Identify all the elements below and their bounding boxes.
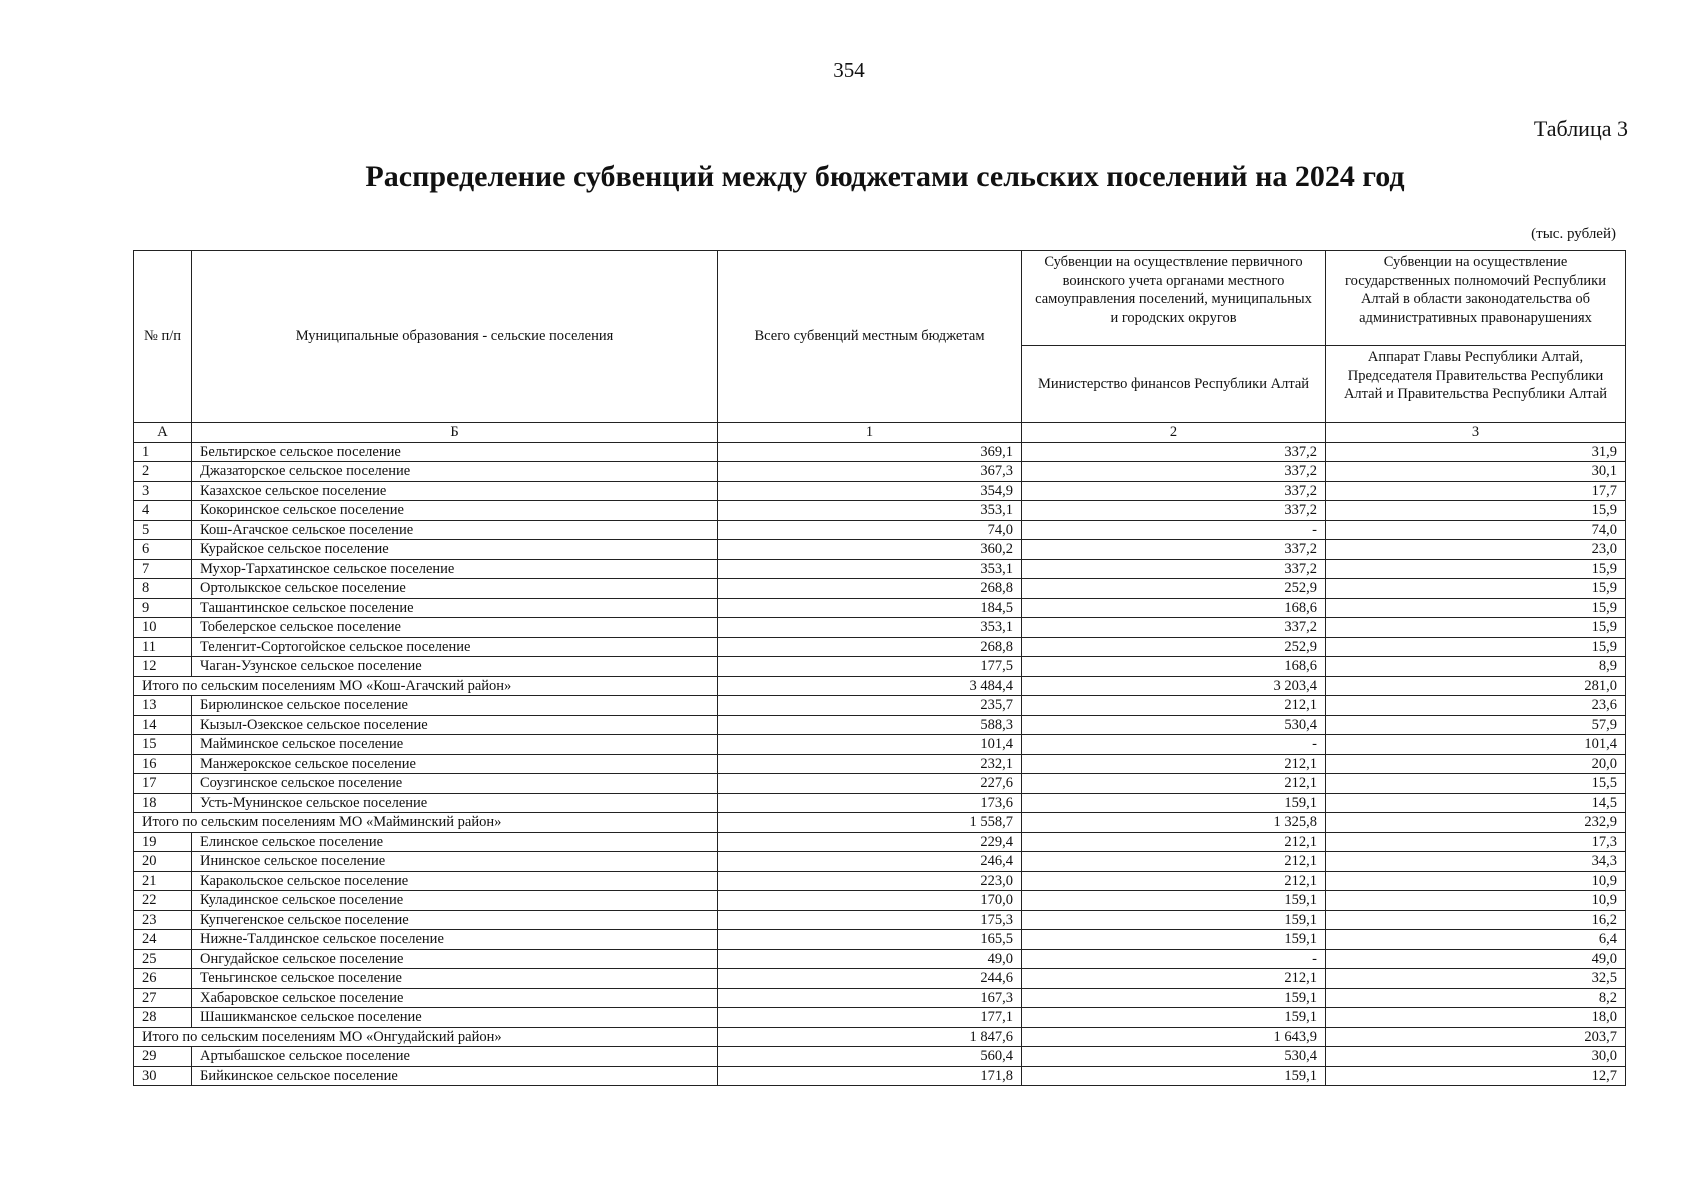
table-row	[134, 462, 1626, 482]
settlement-name: Усть-Мунинское сельское поселение	[192, 793, 718, 813]
total-value: 1 847,6	[718, 1027, 1022, 1047]
total-value: 353,1	[718, 501, 1022, 521]
table-row	[134, 657, 1626, 677]
admin-value: 15,9	[1326, 501, 1626, 521]
row-number: 3	[134, 481, 192, 501]
military-value: 159,1	[1022, 1066, 1326, 1086]
units-label: (тыс. рублей)	[1531, 226, 1616, 242]
row-number: 6	[134, 540, 192, 560]
row-number: 28	[134, 1008, 192, 1028]
total-value: 232,1	[718, 754, 1022, 774]
total-value: 223,0	[718, 871, 1022, 891]
column-letter: А	[134, 423, 192, 443]
table-row	[134, 754, 1626, 774]
table-row	[134, 852, 1626, 872]
total-value: 367,3	[718, 462, 1022, 482]
subtotal-label: Итого по сельским поселениям МО «Кош-Агачский район»	[134, 676, 718, 696]
admin-value: 232,9	[1326, 813, 1626, 833]
admin-value: 8,9	[1326, 657, 1626, 677]
total-value: 49,0	[718, 949, 1022, 969]
total-value: 268,8	[718, 637, 1022, 657]
settlement-name: Онгудайское сельское поселение	[192, 949, 718, 969]
row-number: 19	[134, 832, 192, 852]
admin-value: 32,5	[1326, 969, 1626, 989]
admin-value: 8,2	[1326, 988, 1626, 1008]
military-value: 212,1	[1022, 871, 1326, 891]
admin-value: 49,0	[1326, 949, 1626, 969]
table-row	[134, 1066, 1626, 1086]
table-row	[134, 715, 1626, 735]
military-value: 212,1	[1022, 774, 1326, 794]
settlement-name: Кызыл-Озекское сельское поселение	[192, 715, 718, 735]
military-value: 159,1	[1022, 1008, 1326, 1028]
table-row	[134, 442, 1626, 462]
row-number: 26	[134, 969, 192, 989]
total-value: 227,6	[718, 774, 1022, 794]
column-letter: 3	[1326, 423, 1626, 443]
row-number: 5	[134, 520, 192, 540]
military-value: 1 325,8	[1022, 813, 1326, 833]
row-number: 21	[134, 871, 192, 891]
admin-value: 10,9	[1326, 891, 1626, 911]
row-number: 17	[134, 774, 192, 794]
military-value: 159,1	[1022, 930, 1326, 950]
row-number: 10	[134, 618, 192, 638]
military-value: 337,2	[1022, 559, 1326, 579]
military-value: 212,1	[1022, 696, 1326, 716]
row-number: 12	[134, 657, 192, 677]
settlement-name: Теньгинское сельское поселение	[192, 969, 718, 989]
military-value: 159,1	[1022, 891, 1326, 911]
row-number: 22	[134, 891, 192, 911]
settlement-name: Артыбашское сельское поселение	[192, 1047, 718, 1067]
header-military: Субвенции на осуществление первичного воинского учета органами местного самоуправления поселений, муниципальных и городских округов	[1022, 251, 1326, 346]
page-number: 354	[833, 58, 865, 82]
settlement-name: Ортолыкское сельское поселение	[192, 579, 718, 599]
admin-value: 10,9	[1326, 871, 1626, 891]
total-value: 369,1	[718, 442, 1022, 462]
military-value: 159,1	[1022, 793, 1326, 813]
military-value: 337,2	[1022, 462, 1326, 482]
total-value: 3 484,4	[718, 676, 1022, 696]
total-value: 353,1	[718, 618, 1022, 638]
header-municipality: Муниципальные образования - сельские поселения	[192, 251, 718, 423]
military-value: 252,9	[1022, 637, 1326, 657]
admin-value: 203,7	[1326, 1027, 1626, 1047]
admin-value: 30,0	[1326, 1047, 1626, 1067]
table-row	[134, 501, 1626, 521]
row-number: 1	[134, 442, 192, 462]
subtotal-label: Итого по сельским поселениям МО «Онгудайский район»	[134, 1027, 718, 1047]
admin-value: 23,0	[1326, 540, 1626, 560]
military-value: 337,2	[1022, 618, 1326, 638]
military-value: 530,4	[1022, 1047, 1326, 1067]
row-number: 9	[134, 598, 192, 618]
settlement-name: Майминское сельское поселение	[192, 735, 718, 755]
table-row	[134, 735, 1626, 755]
settlement-name: Кокоринское сельское поселение	[192, 501, 718, 521]
settlement-name: Каракольское сельское поселение	[192, 871, 718, 891]
row-number: 29	[134, 1047, 192, 1067]
admin-value: 20,0	[1326, 754, 1626, 774]
settlement-name: Купчегенское сельское поселение	[192, 910, 718, 930]
settlement-name: Куладинское сельское поселение	[192, 891, 718, 911]
admin-value: 15,9	[1326, 598, 1626, 618]
table-row	[134, 871, 1626, 891]
subtotal-row	[134, 676, 1626, 696]
military-value: 337,2	[1022, 540, 1326, 560]
header-num: № п/п	[134, 251, 192, 423]
admin-value: 17,3	[1326, 832, 1626, 852]
table-row	[134, 832, 1626, 852]
table-row	[134, 793, 1626, 813]
page-title: Распределение субвенций между бюджетами сельских поселений на 2024 год	[365, 160, 1405, 193]
admin-value: 15,9	[1326, 559, 1626, 579]
table-row	[134, 910, 1626, 930]
settlement-name: Казахское сельское поселение	[192, 481, 718, 501]
admin-value: 15,9	[1326, 579, 1626, 599]
settlement-name: Кош-Агачское сельское поселение	[192, 520, 718, 540]
column-letters-row	[134, 423, 1626, 443]
subventions-table	[133, 250, 1626, 1086]
admin-value: 16,2	[1326, 910, 1626, 930]
table-row	[134, 618, 1626, 638]
table-row	[134, 988, 1626, 1008]
total-value: 588,3	[718, 715, 1022, 735]
settlement-name: Ининское сельское поселение	[192, 852, 718, 872]
header-admin-admin: Аппарат Главы Республики Алтай, Председателя Правительства Республики Алтай и Правительства Республики Алтай	[1326, 346, 1626, 423]
total-value: 177,5	[718, 657, 1022, 677]
admin-value: 30,1	[1326, 462, 1626, 482]
settlement-name: Курайское сельское поселение	[192, 540, 718, 560]
row-number: 15	[134, 735, 192, 755]
row-number: 11	[134, 637, 192, 657]
header-admin: Субвенции на осуществление государственных полномочий Республики Алтай в области законодательства об административных правонарушениях	[1326, 251, 1626, 346]
settlement-name: Бельтирское сельское поселение	[192, 442, 718, 462]
military-value: 1 643,9	[1022, 1027, 1326, 1047]
military-value: 212,1	[1022, 832, 1326, 852]
total-value: 235,7	[718, 696, 1022, 716]
subtotal-row	[134, 813, 1626, 833]
military-value: 337,2	[1022, 481, 1326, 501]
admin-value: 6,4	[1326, 930, 1626, 950]
total-value: 101,4	[718, 735, 1022, 755]
admin-value: 15,9	[1326, 637, 1626, 657]
column-letter: 1	[718, 423, 1022, 443]
settlement-name: Шашикманское сельское поселение	[192, 1008, 718, 1028]
military-value: 337,2	[1022, 501, 1326, 521]
row-number: 7	[134, 559, 192, 579]
admin-value: 23,6	[1326, 696, 1626, 716]
table-row	[134, 559, 1626, 579]
row-number: 16	[134, 754, 192, 774]
total-value: 175,3	[718, 910, 1022, 930]
total-value: 74,0	[718, 520, 1022, 540]
admin-value: 15,9	[1326, 618, 1626, 638]
total-value: 360,2	[718, 540, 1022, 560]
row-number: 8	[134, 579, 192, 599]
military-value: 3 203,4	[1022, 676, 1326, 696]
admin-value: 12,7	[1326, 1066, 1626, 1086]
table-row	[134, 520, 1626, 540]
total-value: 244,6	[718, 969, 1022, 989]
military-value: 337,2	[1022, 442, 1326, 462]
settlement-name: Джазаторское сельское поселение	[192, 462, 718, 482]
total-value: 560,4	[718, 1047, 1022, 1067]
total-value: 184,5	[718, 598, 1022, 618]
row-number: 14	[134, 715, 192, 735]
military-value: -	[1022, 949, 1326, 969]
military-value: 168,6	[1022, 657, 1326, 677]
settlement-name: Манжерокское сельское поселение	[192, 754, 718, 774]
admin-value: 101,4	[1326, 735, 1626, 755]
table-row	[134, 1008, 1626, 1028]
military-value: 168,6	[1022, 598, 1326, 618]
admin-value: 14,5	[1326, 793, 1626, 813]
row-number: 13	[134, 696, 192, 716]
total-value: 229,4	[718, 832, 1022, 852]
admin-value: 15,5	[1326, 774, 1626, 794]
table-row	[134, 540, 1626, 560]
table-row	[134, 637, 1626, 657]
table-row	[134, 1047, 1626, 1067]
total-value: 354,9	[718, 481, 1022, 501]
table-row	[134, 481, 1626, 501]
admin-value: 34,3	[1326, 852, 1626, 872]
military-value: 252,9	[1022, 579, 1326, 599]
table-row	[134, 891, 1626, 911]
total-value: 170,0	[718, 891, 1022, 911]
military-value: 212,1	[1022, 852, 1326, 872]
table-row	[134, 949, 1626, 969]
table-row	[134, 930, 1626, 950]
row-number: 4	[134, 501, 192, 521]
row-number: 25	[134, 949, 192, 969]
settlement-name: Соузгинское сельское поселение	[192, 774, 718, 794]
military-value: -	[1022, 520, 1326, 540]
total-value: 246,4	[718, 852, 1022, 872]
admin-value: 17,7	[1326, 481, 1626, 501]
admin-value: 74,0	[1326, 520, 1626, 540]
row-number: 20	[134, 852, 192, 872]
total-value: 165,5	[718, 930, 1022, 950]
row-number: 24	[134, 930, 192, 950]
settlement-name: Елинское сельское поселение	[192, 832, 718, 852]
row-number: 30	[134, 1066, 192, 1086]
table-label: Таблица 3	[1533, 116, 1628, 141]
total-value: 177,1	[718, 1008, 1022, 1028]
row-number: 23	[134, 910, 192, 930]
settlement-name: Нижне-Талдинское сельское поселение	[192, 930, 718, 950]
total-value: 167,3	[718, 988, 1022, 1008]
row-number: 2	[134, 462, 192, 482]
military-value: 212,1	[1022, 754, 1326, 774]
column-letter: 2	[1022, 423, 1326, 443]
settlement-name: Ташантинское сельское поселение	[192, 598, 718, 618]
header-military-admin: Министерство финансов Республики Алтай	[1022, 346, 1326, 423]
table-row	[134, 696, 1626, 716]
total-value: 353,1	[718, 559, 1022, 579]
column-letter: Б	[192, 423, 718, 443]
table-row	[134, 598, 1626, 618]
settlement-name: Тобелерское сельское поселение	[192, 618, 718, 638]
table-row	[134, 969, 1626, 989]
table-row	[134, 774, 1626, 794]
military-value: 159,1	[1022, 910, 1326, 930]
admin-value: 31,9	[1326, 442, 1626, 462]
subtotal-row	[134, 1027, 1626, 1047]
total-value: 268,8	[718, 579, 1022, 599]
admin-value: 281,0	[1326, 676, 1626, 696]
row-number: 27	[134, 988, 192, 1008]
settlement-name: Бийкинское сельское поселение	[192, 1066, 718, 1086]
settlement-name: Чаган-Узунское сельское поселение	[192, 657, 718, 677]
header-total: Всего субвенций местным бюджетам	[718, 251, 1022, 423]
subtotal-label: Итого по сельским поселениям МО «Майминский район»	[134, 813, 718, 833]
total-value: 173,6	[718, 793, 1022, 813]
total-value: 171,8	[718, 1066, 1022, 1086]
military-value: -	[1022, 735, 1326, 755]
admin-value: 18,0	[1326, 1008, 1626, 1028]
row-number: 18	[134, 793, 192, 813]
military-value: 159,1	[1022, 988, 1326, 1008]
settlement-name: Теленгит-Сортогойское сельское поселение	[192, 637, 718, 657]
military-value: 212,1	[1022, 969, 1326, 989]
table-row	[134, 579, 1626, 599]
total-value: 1 558,7	[718, 813, 1022, 833]
military-value: 530,4	[1022, 715, 1326, 735]
settlement-name: Бирюлинское сельское поселение	[192, 696, 718, 716]
settlement-name: Мухор-Тархатинское сельское поселение	[192, 559, 718, 579]
admin-value: 57,9	[1326, 715, 1626, 735]
settlement-name: Хабаровское сельское поселение	[192, 988, 718, 1008]
